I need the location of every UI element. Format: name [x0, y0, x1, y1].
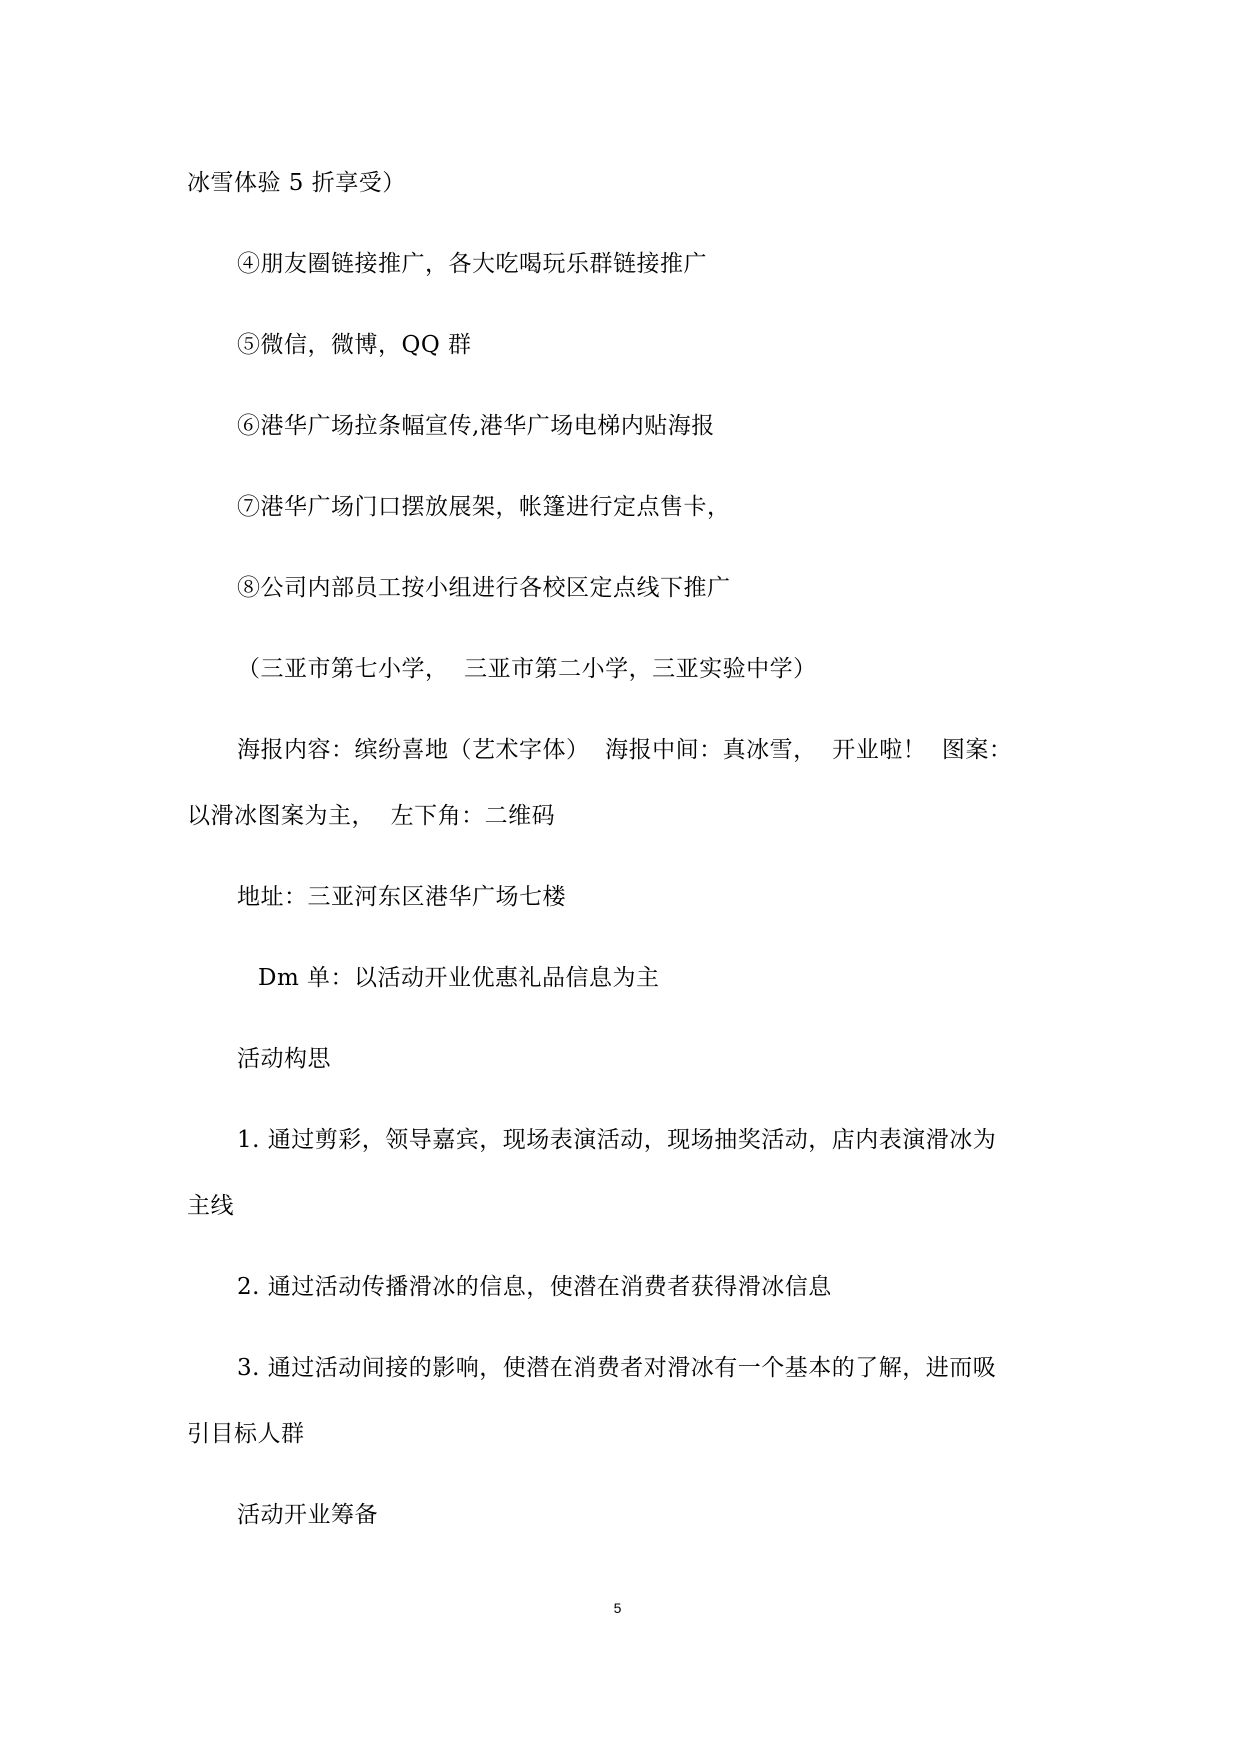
- text-line: 3. 通过活动间接的影响，使潜在消费者对滑冰有一个基本的了解，进而吸: [237, 1355, 997, 1381]
- section-heading: 活动开业筹备: [237, 1502, 378, 1528]
- text-line: 冰雪体验 5 折享受）: [187, 170, 406, 196]
- text-line: 海报内容：缤纷喜地（艺术字体） 海报中间：真冰雪， 开业啦！ 图案：: [237, 737, 1013, 763]
- text-line: ⑦港华广场门口摆放展架，帐篷进行定点售卡，: [237, 494, 731, 520]
- text-line: （三亚市第七小学， 三亚市第二小学，三亚实验中学）: [237, 656, 817, 682]
- text-line: ⑤微信，微博，QQ 群: [237, 332, 472, 358]
- text-line: Dm 单：以活动开业优惠礼品信息为主: [258, 965, 660, 991]
- text-line: 2. 通过活动传播滑冰的信息，使潜在消费者获得滑冰信息: [237, 1274, 832, 1300]
- text-line: ④朋友圈链接推广，各大吃喝玩乐群链接推广: [237, 251, 707, 277]
- section-heading: 活动构思: [237, 1046, 331, 1072]
- text-line: 1. 通过剪彩，领导嘉宾，现场表演活动，现场抽奖活动，店内表演滑冰为: [237, 1127, 997, 1153]
- text-line: 以滑冰图案为主， 左下角：二维码: [187, 803, 556, 829]
- text-line: 引目标人群: [187, 1421, 305, 1447]
- text-line: 主线: [187, 1193, 234, 1219]
- text-line: ⑥港华广场拉条幅宣传,港华广场电梯内贴海报: [237, 413, 715, 439]
- text-line: 地址：三亚河东区港华广场七楼: [237, 884, 566, 910]
- page-number: 5: [613, 1600, 622, 1616]
- text-line: ⑧公司内部员工按小组进行各校区定点线下推广: [237, 575, 731, 601]
